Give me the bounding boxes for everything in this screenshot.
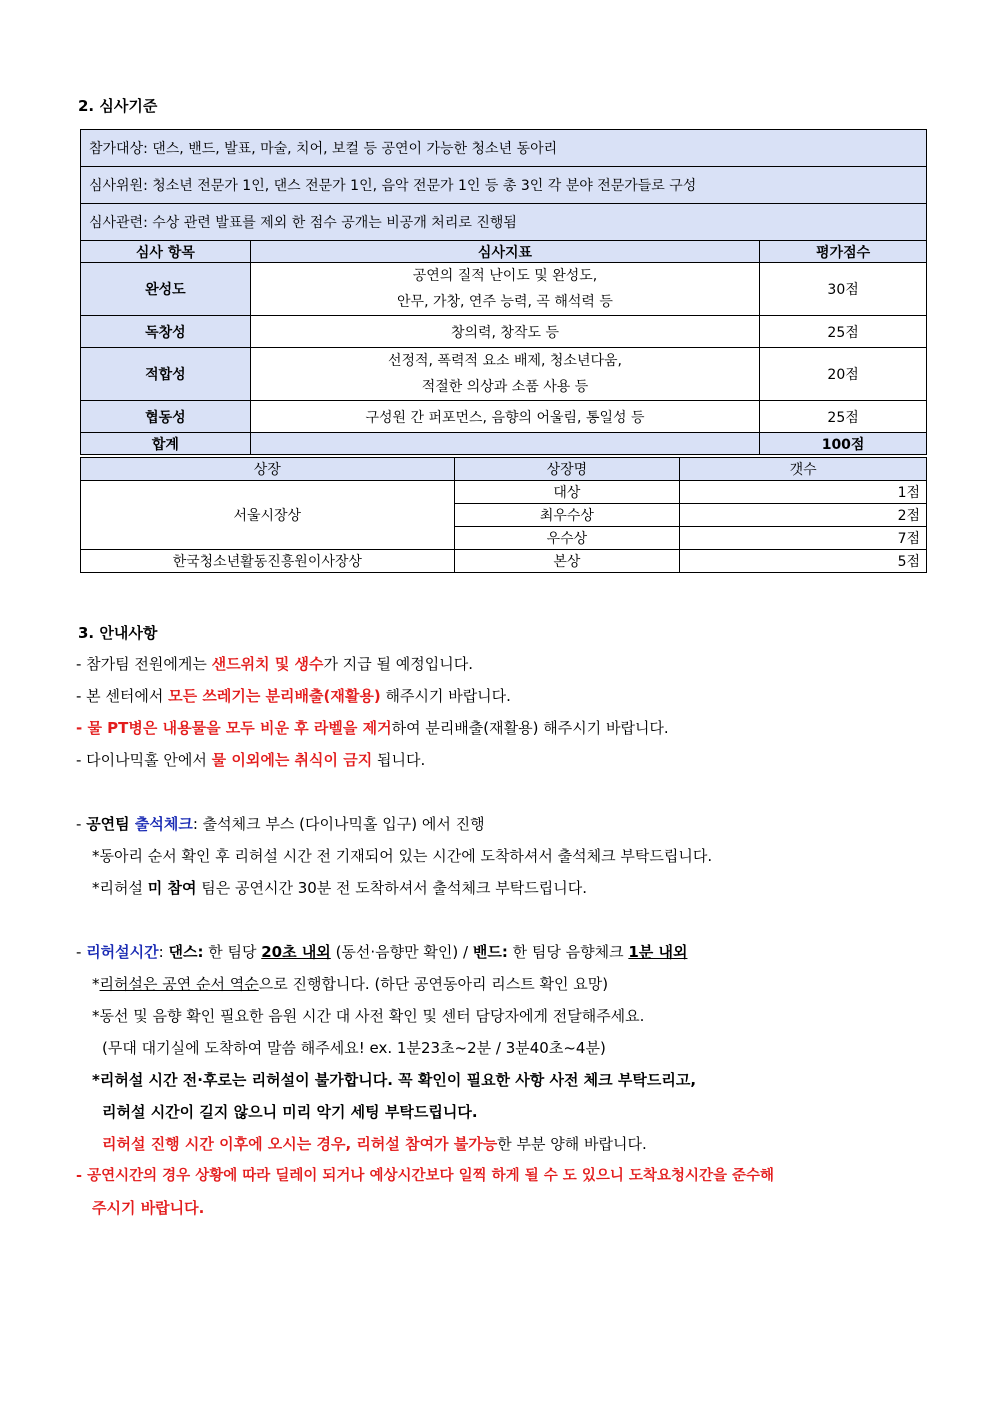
row-indicator: 창의력, 창작도 등 [250, 316, 759, 348]
notice-line: - 공연팀 출석체크: 출석체크 부스 (다이나믹홀 입구) 에서 진행 [76, 815, 485, 833]
total-score: 100점 [760, 433, 927, 455]
total-row [81, 433, 927, 455]
notice-line: *리허설 미 참여 팀은 공연시간 30분 전 도착하셔서 출석체크 부탁드립니다. [92, 879, 587, 897]
section2-title: 2. 심사기준 [78, 97, 158, 115]
notice-line: - 리허설시간: 댄스: 한 팀당 20초 내외 (동선·음향만 확인) / 밴드: 한 팀당 음향체크 1분 내외 [76, 943, 688, 961]
header-item: 심사 항목 [81, 241, 251, 263]
award-header: 상장 [81, 458, 455, 481]
header-indicator: 심사지표 [250, 241, 759, 263]
award-count: 1점 [680, 481, 927, 504]
row-item: 독창성 [81, 316, 251, 348]
notice-line: 리허설 진행 시간 이후에 오시는 경우, 리허설 참여가 불가능한 부분 양해 바랍니다. [102, 1135, 647, 1153]
table-row [81, 348, 927, 401]
notice-line: 주시기 바랍니다. [92, 1199, 205, 1217]
row-item: 적합성 [81, 348, 251, 401]
row-score: 30점 [760, 263, 927, 316]
notice-line: - 다이나믹홀 안에서 물 이외에는 취식이 금지 됩니다. [76, 751, 426, 769]
notice-line: *동아리 순서 확인 후 리허설 시간 전 기재되어 있는 시간에 도착하셔서 출석체크 부탁드립니다. [92, 847, 713, 865]
notice-list [76, 648, 956, 1224]
award-count: 2점 [680, 504, 927, 527]
row-score: 20점 [760, 348, 927, 401]
notice-line: - 참가팀 전원에게는 샌드위치 및 생수가 지급 될 예정입니다. [76, 655, 474, 673]
award-seoul: 서울시장상 [81, 481, 455, 550]
row-indicator: 적절한 의상과 소품 사용 등 [421, 379, 589, 395]
section3-title: 3. 안내사항 [78, 624, 158, 642]
row-score: 25점 [760, 401, 927, 433]
notice-line: *리허설은 공연 순서 역순으로 진행합니다. (하단 공연동아리 리스트 확인 요망) [92, 975, 609, 993]
row-item: 협동성 [81, 401, 251, 433]
award-name: 우수상 [454, 527, 680, 550]
notice-line: - 공연시간의 경우 상황에 따라 딜레이 되거나 예상시간보다 일찍 하게 될 수 도 있으니 도착요청시간을 준수해 [76, 1168, 775, 1184]
notice-line: *동선 및 음향 확인 필요한 음원 시간 대 사전 확인 및 센터 담당자에게 전달해주세요. [92, 1007, 645, 1025]
header-score: 평가점수 [760, 241, 927, 263]
row-indicator: 구성원 간 퍼포먼스, 음향의 어울림, 통일성 등 [250, 401, 759, 433]
award-name: 본상 [454, 550, 680, 573]
info-target: 참가대상: 댄스, 밴드, 발표, 마술, 치어, 보컬 등 공연이 가능한 청소년 동아리 [81, 130, 927, 167]
notice-line: 리허설 시간이 길지 않으니 미리 악기 세팅 부탁드립니다. [102, 1103, 478, 1121]
notice-line: - 물 PT병은 내용물을 모두 비운 후 라벨을 제거하여 분리배출(재활용) 해주시기 바랍니다. [76, 719, 669, 737]
award-korea: 한국청소년활동진흥원이사장상 [81, 550, 455, 573]
info-judges: 심사위원: 청소년 전문가 1인, 댄스 전문가 1인, 음악 전문가 1인 등 총 3인 각 분야 전문가들로 구성 [81, 167, 927, 204]
award-count: 5점 [680, 550, 927, 573]
row-score: 25점 [760, 316, 927, 348]
row-indicator: 공연의 질적 난이도 및 완성도, [412, 268, 598, 284]
table-row [81, 401, 927, 433]
notice-line: - 본 센터에서 모든 쓰레기는 분리배출(재활용) 해주시기 바랍니다. [76, 687, 511, 705]
award-name: 대상 [454, 481, 680, 504]
table-row [81, 263, 927, 316]
notice-line: *리허설 시간 전·후로는 리허설이 불가합니다. 꼭 확인이 필요한 사항 사전 체크 부탁드리고, [92, 1071, 697, 1089]
row-indicator: 선정적, 폭력적 요소 배제, 청소년다움, [387, 353, 622, 369]
award-count: 7점 [680, 527, 927, 550]
award-header: 갯수 [680, 458, 927, 481]
total-label: 합계 [81, 433, 251, 455]
row-item: 완성도 [81, 263, 251, 316]
table-row [81, 316, 927, 348]
criteria-table [80, 129, 927, 455]
info-scoring: 심사관련: 수상 관련 발표를 제외 한 점수 공개는 비공개 처리로 진행됨 [81, 204, 927, 241]
award-name: 최우수상 [454, 504, 680, 527]
row-indicator: 안무, 가창, 연주 능력, 곡 해석력 등 [397, 294, 613, 310]
awards-table [80, 457, 927, 573]
notice-line: (무대 대기실에 도착하여 말씀 해주세요! ex. 1분23초~2분 / 3분40초~4분) [102, 1039, 606, 1057]
award-header: 상장명 [454, 458, 680, 481]
